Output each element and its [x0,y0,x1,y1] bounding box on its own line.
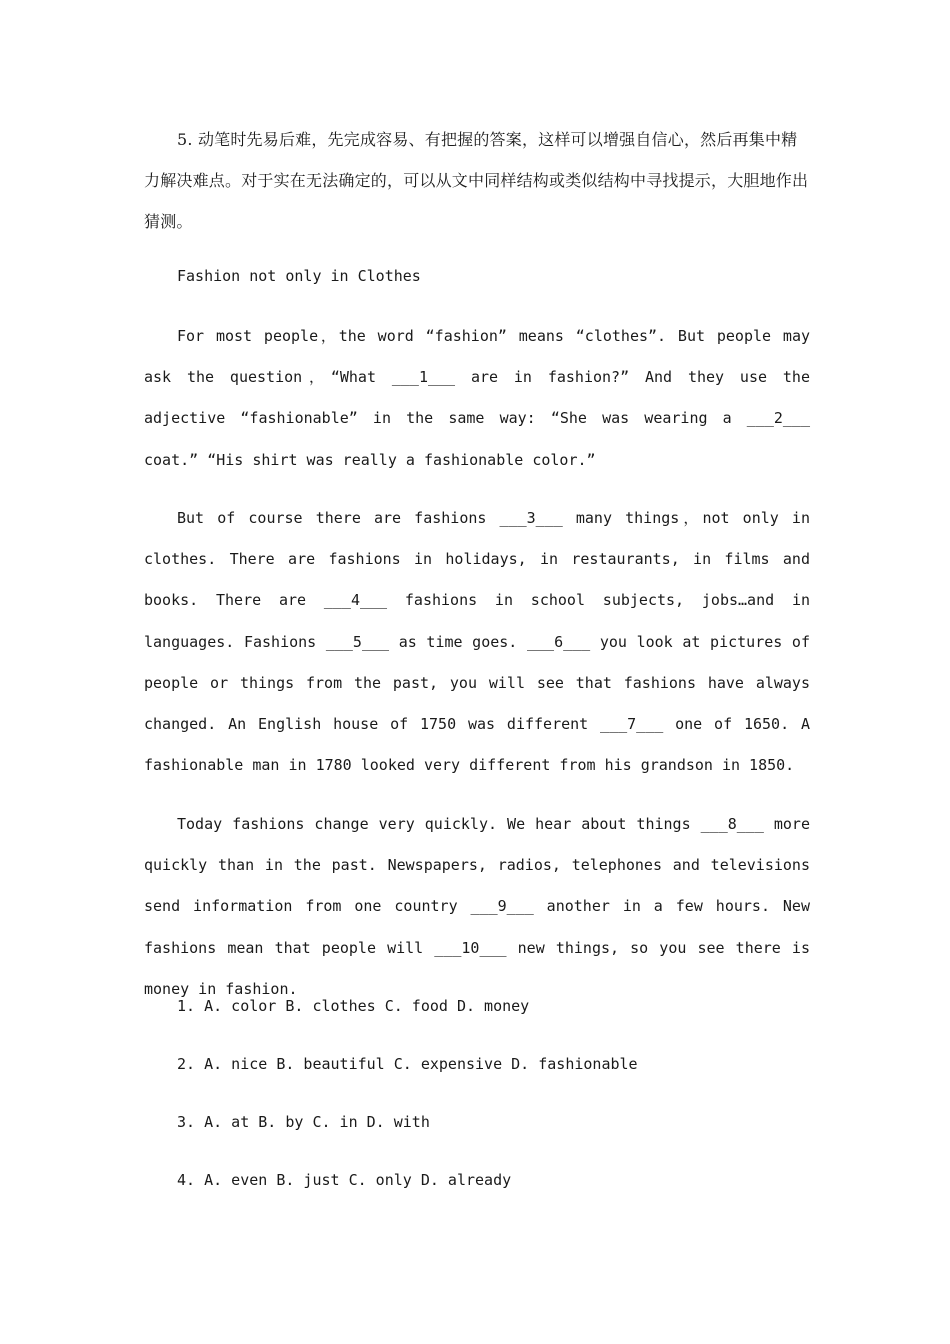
passage-paragraph-1: For most people，the word “fashion” means “clothes”. But people may ask the question，“What ___1___ are in fashion?” And they use the adjective “fashionable” in the same way: “She was wearing a ___2___ coat.” “His shirt was really a fashionable color.” [144,327,810,469]
question-2-options: 2. A. nice B. beautiful C. expensive D. fashionable [177,1055,638,1073]
passage-paragraph-2: But of course there are fashions ___3___ many things，not only in clothes. There are fashions in holidays, in restaurants, in films and books. There are ___4___ fashions in school subjects, jobs…and in languages. Fashions ___5___ as time goes. ___6___ you look at pictures of people or things from the past, you will see that fashions have always changed. An English house of 1750 was different ___7___ one of 1650. A fashionable man in 1780 looked very different from his grandson in 1850. [144,509,810,775]
passage-title: Fashion not only in Clothes [177,267,421,285]
question-4-options: 4. A. even B. just C. only D. already [177,1171,512,1189]
question-3-options: 3. A. at B. by C. in D. with [177,1113,430,1131]
question-1-options: 1. A. color B. clothes C. food D. money [177,997,530,1015]
passage-paragraph-3: Today fashions change very quickly. We hear about things ___8___ more quickly than in the past. Newspapers, radios, telephones and televisions send information from one country ___9___ another in a few hours. New fashions mean that people will ___10___ new things, so you see there is money in fashion. [144,815,810,998]
tip-point-5: 5. 动笔时先易后难，先完成容易、有把握的答案，这样可以增强自信心，然后再集中精力解决难点。对于实在无法确定的，可以从文中同样结构或类似结构中寻找提示，大胆地作出猜测。 [144,130,809,231]
